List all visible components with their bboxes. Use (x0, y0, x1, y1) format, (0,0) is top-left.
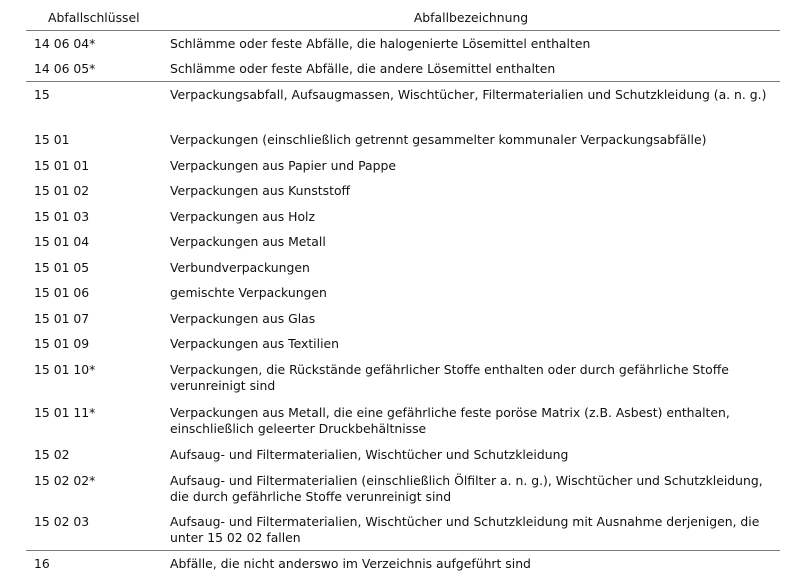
waste-description-cell: Schlämme oder feste Abfälle, die halogenierte Lösemittel enthalten (170, 36, 591, 51)
waste-description-cell: Verpackungen aus Glas (170, 310, 316, 326)
waste-description-cell: Verpackungen (einschließlich getrennt gesammelter kommunaler Verpackungsabfälle) (170, 131, 707, 147)
waste-key-cell: 15 01 09 (34, 335, 90, 351)
waste-key-cell: 15 02 03 (34, 513, 90, 529)
waste-description-cell: Verpackungen aus Metall, die eine gefährliche feste poröse Matrix (z.B. Asbest) enthalten, einschließlich geleerter Druckbehältnisse (170, 404, 730, 436)
table-row (26, 255, 780, 280)
waste-key-cell: 15 01 07 (34, 310, 90, 326)
waste-description-cell: Aufsaug- und Filtermaterialien (einschließlich Ölfilter a. n. g.), Wischtücher und Schutzkleidung, die durch gefährliche Stoffe verunreinigt sind (170, 472, 763, 504)
waste-key-cell: 15 01 10* (34, 361, 96, 377)
waste-description-cell: Verpackungen aus Kunststoff (170, 182, 351, 198)
waste-description-cell: Verbundverpackungen (170, 259, 310, 275)
waste-description-cell: gemischte Verpackungen (170, 284, 327, 300)
waste-key-cell: 15 01 04 (34, 233, 90, 249)
table-row (26, 280, 780, 306)
table-row (26, 178, 780, 204)
waste-key-cell: 15 02 (34, 446, 70, 462)
waste-key-cell: 16 (26, 551, 162, 577)
waste-description-cell: Verpackungen aus Papier und Pappe (170, 157, 396, 173)
waste-key-cell: 15 01 05 (34, 259, 90, 275)
waste-description-cell: Verpackungen, die Rückstände gefährlicher Stoffe enthalten oder durch gefährliche Stoffe verunreinigt sind (170, 361, 729, 393)
table-row (26, 509, 780, 551)
table-row (26, 400, 780, 442)
waste-key-cell: 14 06 05* (34, 60, 96, 76)
table-row (26, 331, 780, 357)
waste-code-table (26, 6, 780, 577)
table-row (26, 82, 780, 127)
table-row (26, 31, 780, 56)
table-row (26, 229, 780, 255)
waste-key-cell: 15 (26, 82, 162, 127)
table-row (26, 56, 780, 82)
table-row (26, 551, 780, 577)
waste-key-cell: 15 02 02* (34, 472, 96, 488)
waste-key-cell: 14 06 04* (34, 36, 96, 51)
waste-description-cell: Verpackungen aus Holz (170, 208, 315, 224)
table-row (26, 468, 780, 509)
waste-key-cell: 15 01 01 (34, 157, 90, 173)
table-row (26, 127, 780, 153)
table-row (26, 204, 780, 229)
waste-description-cell: Verpackungen aus Metall (170, 233, 326, 249)
waste-key-cell: 15 01 06 (34, 284, 90, 300)
table-row (26, 442, 780, 468)
waste-description-cell: Aufsaug- und Filtermaterialien, Wischtücher und Schutzkleidung (170, 446, 569, 462)
waste-description-cell: Verpackungsabfall, Aufsaugmassen, Wischtücher, Filtermaterialien und Schutzkleidung (a. n. g.) (162, 82, 780, 127)
table-row (26, 357, 780, 400)
table-row (26, 153, 780, 178)
waste-key-cell: 15 01 (34, 131, 70, 147)
waste-key-cell: 15 01 11* (34, 404, 96, 420)
waste-key-cell: 15 01 02 (34, 182, 90, 198)
table-row (26, 306, 780, 331)
waste-description-cell: Aufsaug- und Filtermaterialien, Wischtücher und Schutzkleidung mit Ausnahme derjenigen, die unter 15 02 02 fallen (170, 513, 760, 545)
waste-description-cell: Verpackungen aus Textilien (170, 335, 339, 351)
waste-description-cell: Schlämme oder feste Abfälle, die andere Lösemittel enthalten (170, 60, 556, 76)
column-header-waste-description: Abfallbezeichnung (162, 6, 780, 31)
waste-description-cell: Abfälle, die nicht anderswo im Verzeichnis aufgeführt sind (162, 551, 780, 577)
table-header-row (26, 6, 780, 31)
column-header-waste-key: Abfallschlüssel (26, 6, 162, 31)
waste-key-cell: 15 01 03 (34, 208, 90, 224)
